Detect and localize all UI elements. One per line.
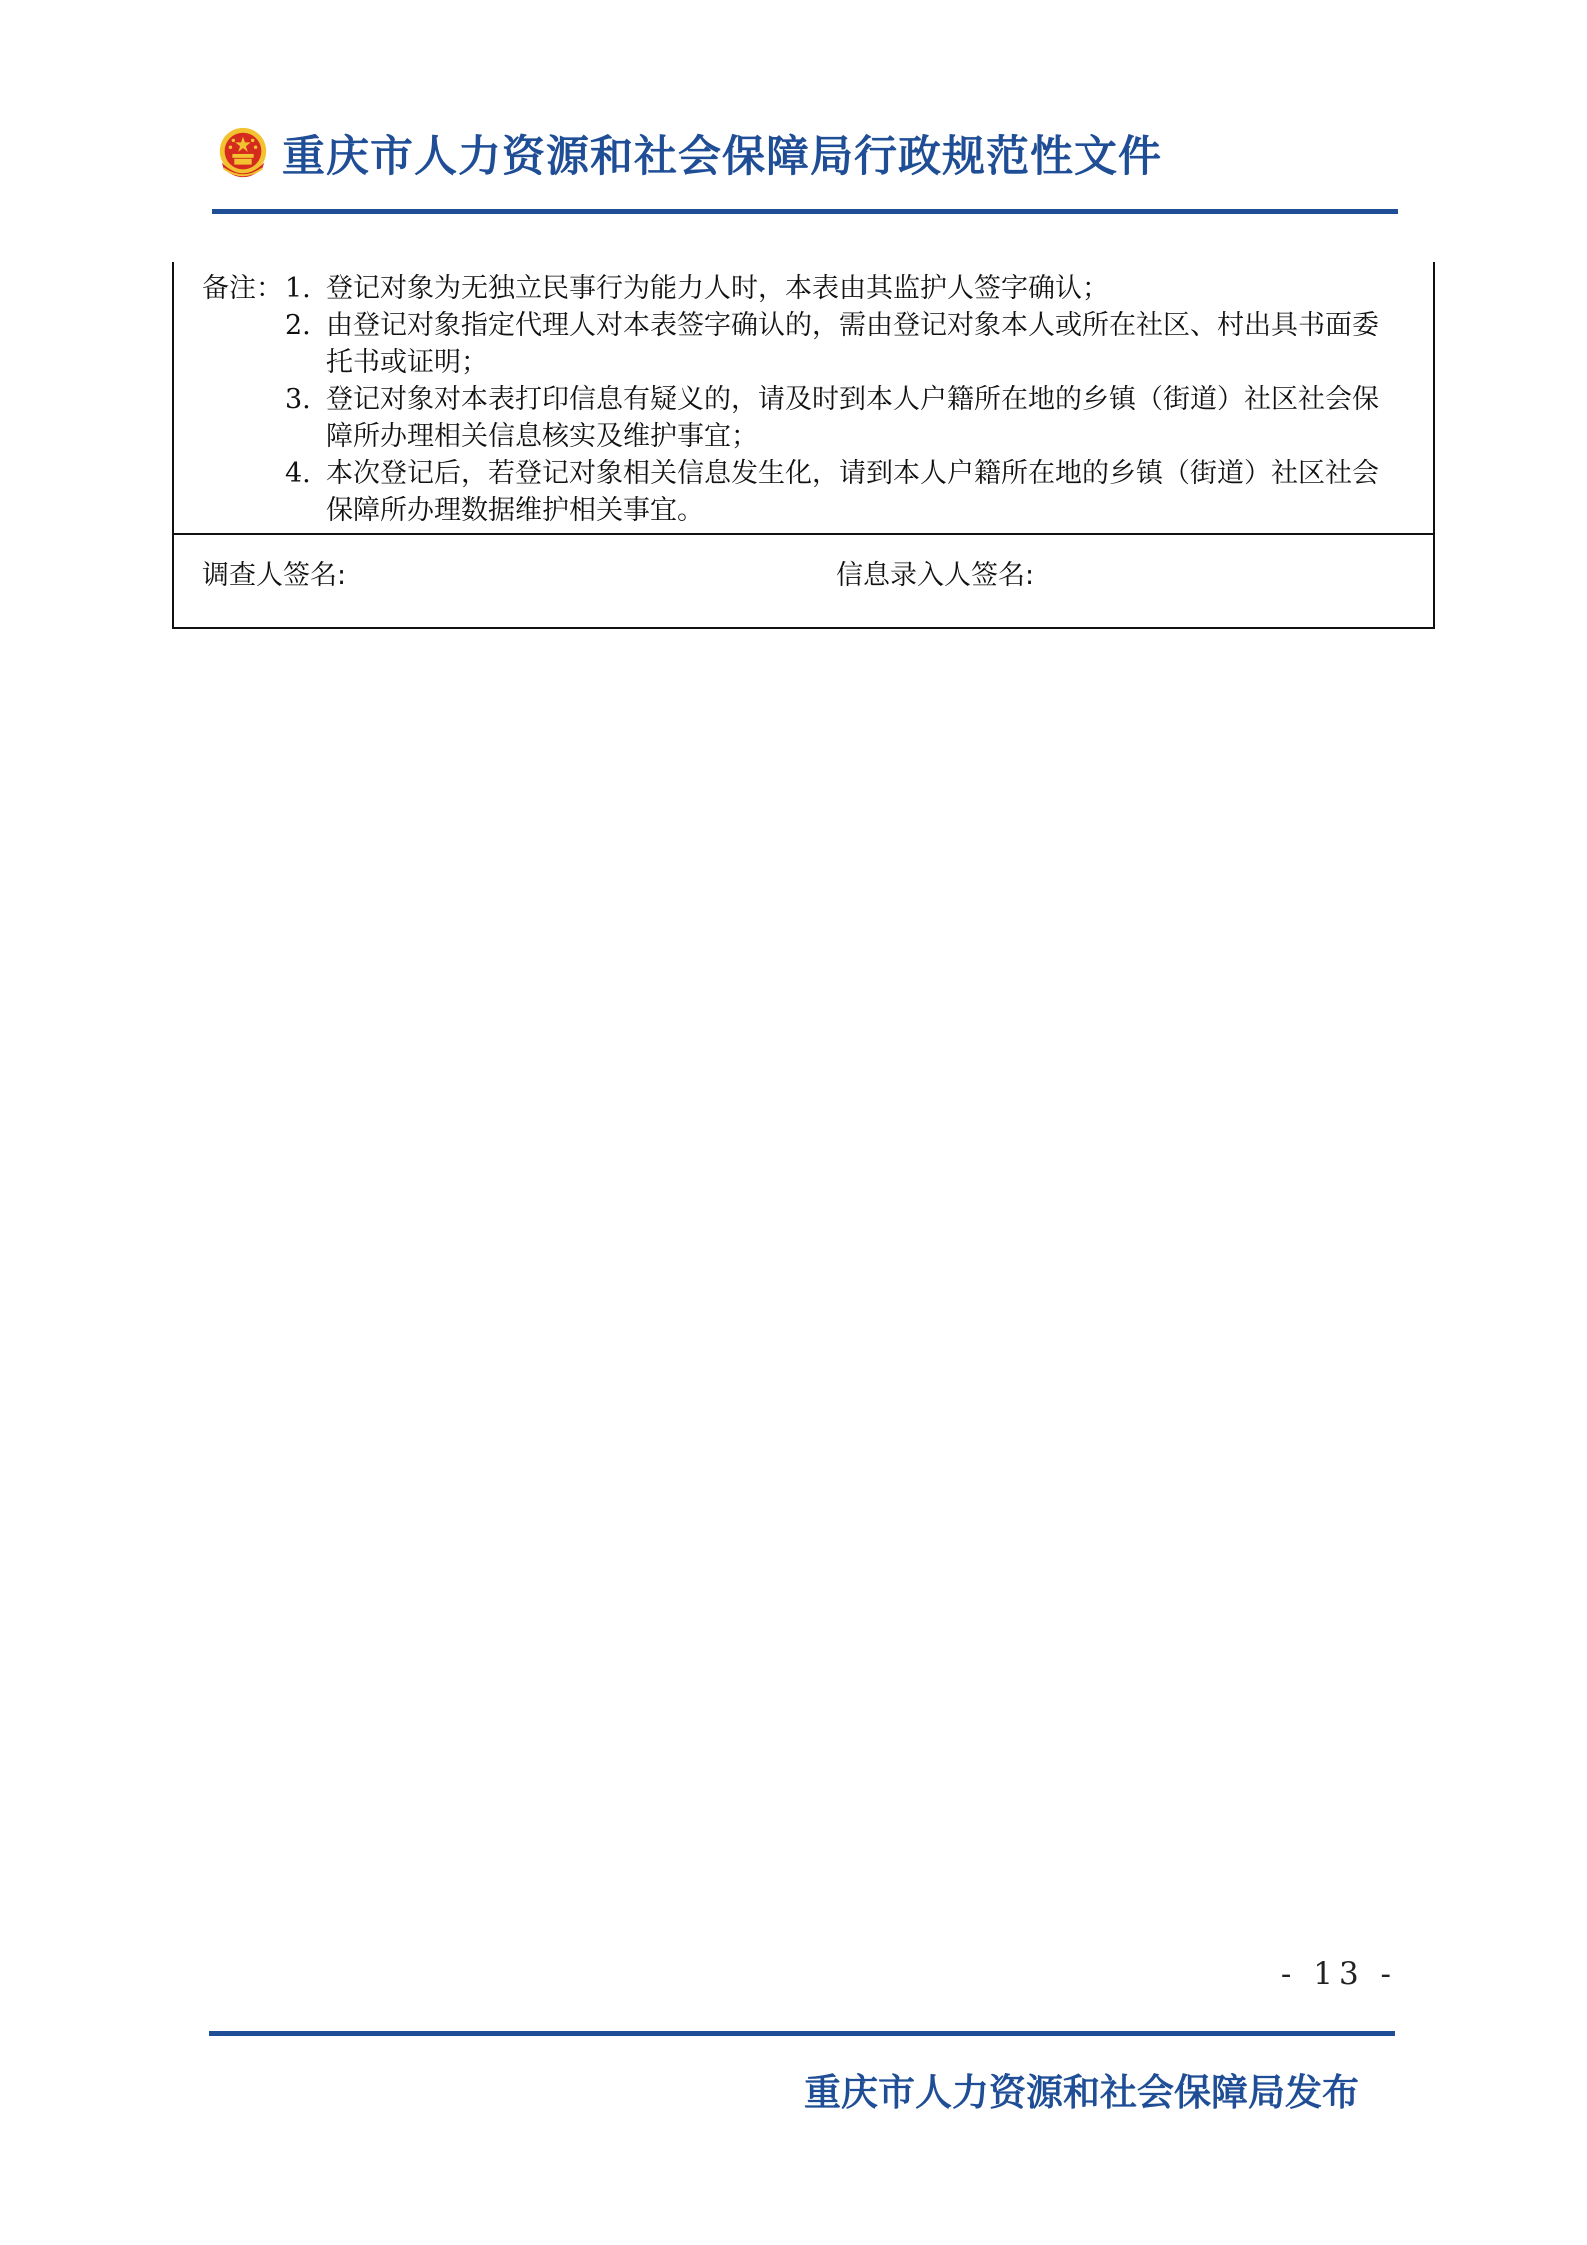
note-text: 登记对象对本表打印信息有疑义的，请及时到本人户籍所在地的乡镇（街道）社区社会保 [326, 384, 1379, 415]
investigator-signature-label: 调查人签名: [202, 560, 347, 591]
note-number: 1. [285, 273, 311, 304]
note-item [285, 381, 1410, 455]
header-rule [212, 209, 1398, 214]
national-emblem-icon [214, 123, 272, 183]
note-text: 障所办理相关信息核实及维护事宜； [326, 421, 758, 452]
note-text: 登记对象为无独立民事行为能力人时，本表由其监护人签字确认； [326, 273, 1109, 304]
footer-publisher: 重庆市人力资源和社会保障局发布 [804, 2071, 1359, 2114]
notes-label: 备注： [202, 273, 283, 304]
table-row-divider [174, 533, 1433, 535]
note-text: 托书或证明； [326, 347, 488, 378]
note-number: 2. [285, 310, 311, 341]
note-item [285, 307, 1410, 381]
footer-rule [209, 2031, 1395, 2036]
note-text: 保障所办理数据维护相关事宜。 [326, 495, 704, 526]
form-table [172, 262, 1435, 629]
note-number: 3. [285, 384, 311, 415]
note-item [285, 455, 1410, 529]
page-number: - 13 - [1280, 1956, 1397, 1992]
note-item [285, 270, 1410, 307]
data-entry-signature-label: 信息录入人签名: [836, 560, 1035, 591]
note-text: 本次登记后，若登记对象相关信息发生化，请到本人户籍所在地的乡镇（街道）社区社会 [326, 458, 1379, 489]
document-header [214, 118, 1162, 188]
note-text: 由登记对象指定代理人对本表签字确认的，需由登记对象本人或所在社区、村出具书面委 [326, 310, 1379, 341]
header-title: 重庆市人力资源和社会保障局行政规范性文件 [282, 131, 1162, 182]
note-number: 4. [285, 458, 311, 489]
